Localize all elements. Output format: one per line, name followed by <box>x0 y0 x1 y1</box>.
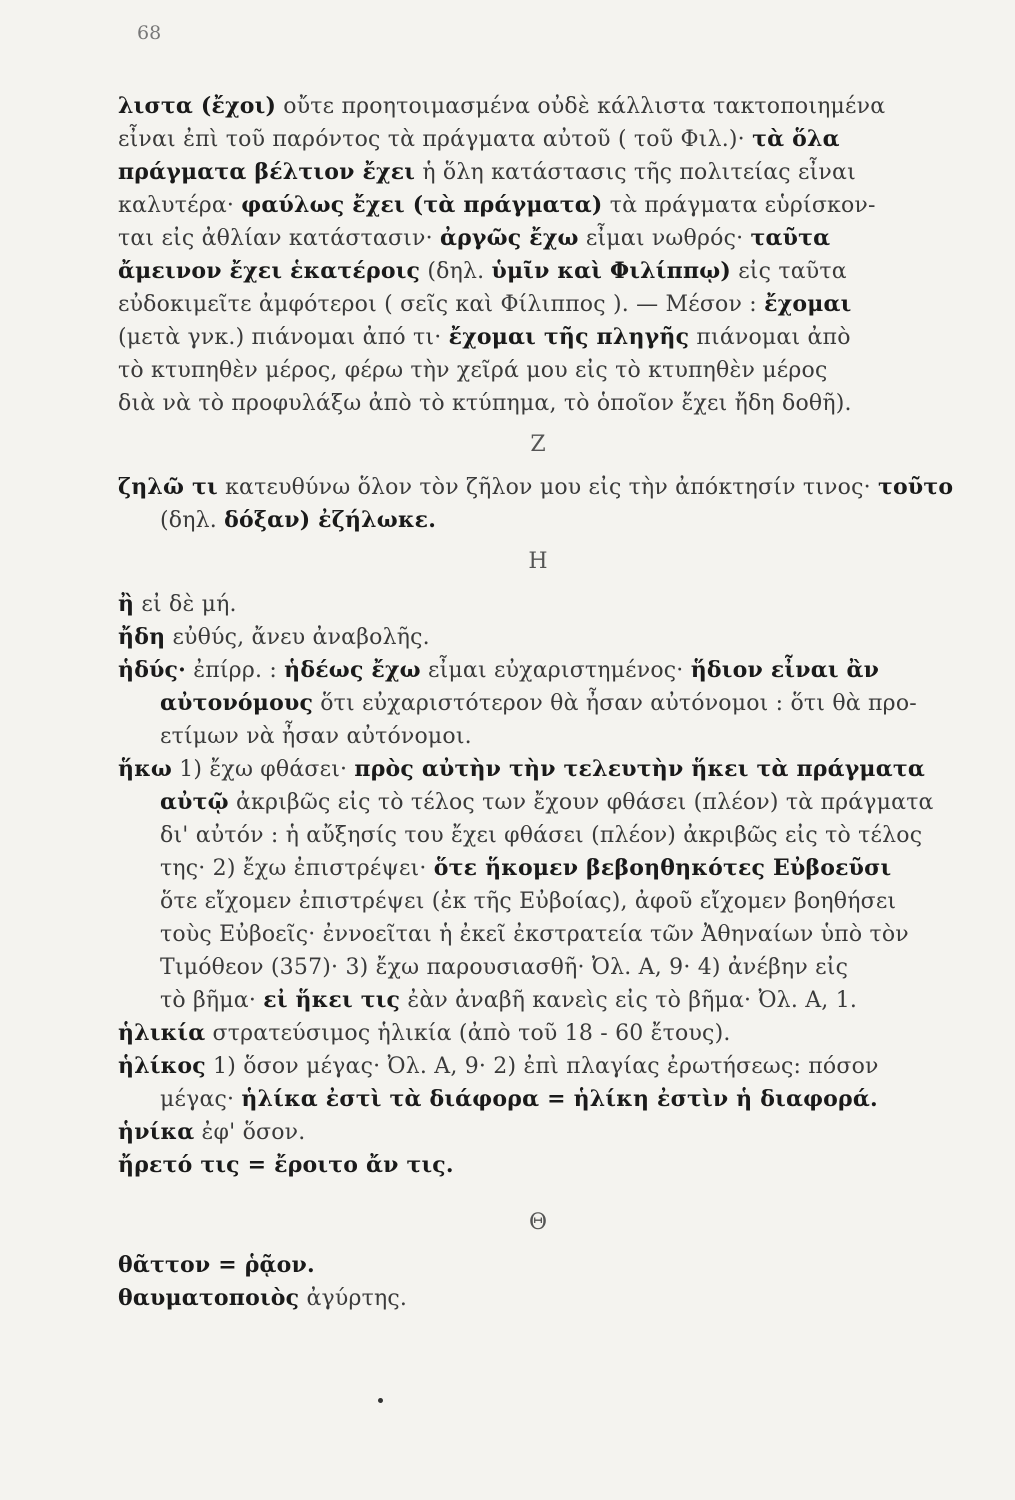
gloss-text: ὅτι εὐχαριστότερον θὰ ἦσαν αὐτόνομοι : ὅτι θὰ προ- <box>313 691 917 716</box>
text-line <box>118 222 958 255</box>
headword: πράγματα βέλτιον ἔχει <box>118 159 416 185</box>
gloss-text: στρατεύσιμος ἡλικία (ἀπὸ τοῦ 18 - 60 ἔτους). <box>205 1021 731 1046</box>
text-line <box>118 1083 958 1116</box>
text-line <box>118 852 958 885</box>
gloss-text: μέγας· <box>160 1087 242 1112</box>
section-letter-theta: Θ <box>528 1210 548 1235</box>
headword: θᾶττον = ῥᾷον. <box>118 1252 315 1278</box>
text-line <box>118 819 958 852</box>
gloss-text: τὸ κτυπηθὲν μέρος, φέρω τὴν χεῖρά μου εἰς τὸ κτυπηθὲν μέρος <box>118 358 828 383</box>
text-line <box>118 189 958 222</box>
section-gap <box>118 1182 958 1198</box>
text-line <box>118 321 958 354</box>
gloss-text: καλυτέρα· <box>118 193 242 218</box>
text-line <box>118 1249 958 1282</box>
text-line <box>118 471 958 504</box>
headword: φαύλως ἔχει (τὰ πράγματα) <box>241 192 603 218</box>
headword: ἔχομαι <box>764 291 852 317</box>
headword: ἡδύς· <box>118 657 186 683</box>
headword: αὐτῷ <box>160 789 229 815</box>
text-line <box>118 1149 958 1182</box>
headword: ζηλῶ τι <box>118 474 218 500</box>
headword: ἤρετό τις = ἔροιτο ἄν τις. <box>118 1152 454 1178</box>
dictionary-text <box>118 90 958 1315</box>
text-line <box>118 654 958 687</box>
headword: ἥδιον εἶναι ἂν <box>690 657 880 683</box>
section-letter-eta: Η <box>528 549 548 574</box>
gloss-text: ετίμων νὰ ἦσαν αὐτόνομοι. <box>160 724 472 749</box>
text-line <box>118 288 958 321</box>
gloss-text: οὔτε προητοιμασμένα οὐδὲ κάλλιστα τακτοποιημένα <box>276 94 886 119</box>
gloss-text: ἀκριβῶς εἰς τὸ τέλος των ἔχουν φθάσει (πλέον) τὰ πράγματα <box>228 790 934 815</box>
text-line <box>118 885 958 918</box>
headword: ἥκω <box>118 756 173 782</box>
text-line <box>118 621 958 654</box>
gloss-text: ἐπίρρ. : <box>186 658 285 683</box>
text-line <box>118 156 958 189</box>
gloss-text: ὅτε εἴχομεν ἐπιστρέψει (ἐκ τῆς Εὐβοίας), ἀφοῦ εἴχομεν βοηθήσει <box>160 889 897 914</box>
headword: πρὸς αὐτὴν τὴν τελευτὴν ἥκει τὰ πράγματα <box>354 756 925 782</box>
gloss-text: εἶμαι νωθρός· <box>578 226 751 251</box>
text-line <box>118 588 958 621</box>
gloss-text: τοὺς Εὐβοεῖς· ἐννοεῖται ἡ ἐκεῖ ἐκστρατεία τῶν Ἀθηναίων ὑπὸ τὸν <box>160 922 909 947</box>
gloss-text: (δηλ. <box>420 259 492 284</box>
gloss-text: Τιμόθεον (357)· 3) ἔχω παρουσιασθῆ· Ὀλ. Α, 9· 4) ἀνέβην εἰς <box>160 955 849 980</box>
headword: ἡλίκος <box>118 1053 206 1079</box>
text-line <box>118 1017 958 1050</box>
text-line <box>118 354 958 387</box>
gloss-text: δι' αὐτόν : ἡ αὔξησίς του ἔχει φθάσει (πλέον) ἀκριβῶς εἰς τὸ τέλος <box>160 823 923 848</box>
text-line <box>118 1116 958 1149</box>
page-number: 68 <box>137 22 162 44</box>
gloss-text: εὐθύς, ἄνευ ἀναβολῆς. <box>165 625 430 650</box>
text-line <box>118 786 958 819</box>
text-line <box>118 504 958 537</box>
gloss-text: εἰς ταῦτα <box>731 259 847 284</box>
gloss-text: ἐὰν ἀναβῆ κανεὶς εἰς τὸ βῆμα· Ὀλ. Α, 1. <box>400 988 858 1013</box>
headword: ὑμῖν καὶ Φιλίππῳ) <box>491 258 732 284</box>
headword: ἡδέως ἔχω <box>284 657 421 683</box>
headword: ἀργῶς ἔχω <box>439 225 579 251</box>
headword: ἡλικία <box>118 1020 206 1046</box>
gloss-text: πιάνομαι ἀπὸ <box>689 325 851 350</box>
gloss-text: διὰ νὰ τὸ προφυλάξω ἀπὸ τὸ κτύπημα, τὸ ὁποῖον ἔχει ἤδη δοθῆ). <box>118 391 852 416</box>
gloss-text: εὐδοκιμεῖτε ἀμφότεροι ( σεῖς καὶ Φίλιππος ). — Μέσον : <box>118 292 765 317</box>
gloss-text: εἶμαι εὐχαριστημένος· <box>420 658 691 683</box>
headword: δόξαν) ἐζήλωκε. <box>224 507 437 533</box>
gloss-text: κατευθύνω ὅλον τὸν ζῆλον μου εἰς τὴν ἀπόκτησίν τινος· <box>217 475 878 500</box>
text-line <box>118 1282 958 1315</box>
text-line <box>118 255 958 288</box>
gloss-text: 1) ἔχω φθάσει· <box>172 757 355 782</box>
headword: ἡλίκα ἐστὶ τὰ διάφορα = ἡλίκη ἐστὶν ἡ διαφορά. <box>241 1086 878 1112</box>
headword: ἔχομαι τῆς πληγῆς <box>448 324 690 350</box>
headword: τοῦτο <box>877 474 954 500</box>
headword: θαυματοποιὸς <box>118 1285 300 1311</box>
ink-dot <box>378 1398 383 1403</box>
gloss-text: τὸ βῆμα· <box>160 988 264 1013</box>
section-letter-zeta: Ζ <box>530 432 546 457</box>
headword: αὐτονόμους <box>160 690 314 716</box>
gloss-text: εἶναι ἐπὶ τοῦ παρόντος τὰ πράγματα αὐτοῦ ( τοῦ Φιλ.)· <box>118 127 753 152</box>
gloss-text: της· 2) ἔχω ἐπιστρέψει· <box>160 856 434 881</box>
gloss-text: (δηλ. <box>160 508 225 533</box>
gloss-text: εἰ δὲ μή. <box>134 592 237 617</box>
text-line <box>118 387 958 420</box>
text-line <box>118 123 958 156</box>
text-line <box>118 1050 958 1083</box>
gloss-text: τὰ πράγματα εὑρίσκον- <box>602 193 876 218</box>
headword: ἤδη <box>118 624 166 650</box>
headword: ὅτε ἥκομεν βεβοηθηκότες Εὐβοεῦσι <box>433 855 892 881</box>
gloss-text: ται εἰς ἀθλίαν κατάστασιν· <box>118 226 440 251</box>
gloss-text: ἡ ὅλη κατάστασις τῆς πολιτείας εἶναι <box>415 160 856 185</box>
gloss-text: (μετὰ γνκ.) πιάνομαι ἀπό τι· <box>118 325 449 350</box>
headword: ἄμεινον ἔχει ἑκατέροις <box>118 258 421 284</box>
text-line <box>118 720 958 753</box>
gloss-text: ἀγύρτης. <box>299 1286 408 1311</box>
headword: λιστα (ἔχοι) <box>118 93 277 119</box>
headword: τὰ ὅλα <box>752 126 840 152</box>
text-line <box>118 918 958 951</box>
text-line <box>118 753 958 786</box>
headword: ἡνίκα <box>118 1119 195 1145</box>
gloss-text: 1) ὅσον μέγας· Ὀλ. Α, 9· 2) ἐπὶ πλαγίας ἐρωτήσεως: πόσον <box>205 1054 879 1079</box>
text-line <box>118 951 958 984</box>
text-line <box>118 984 958 1017</box>
gloss-text: ἐφ' ὅσον. <box>194 1120 306 1145</box>
text-line <box>118 687 958 720</box>
text-line <box>118 90 958 123</box>
headword: ταῦτα <box>750 225 831 251</box>
headword: ἢ <box>118 591 135 617</box>
headword: εἰ ἥκει τις <box>263 987 401 1013</box>
